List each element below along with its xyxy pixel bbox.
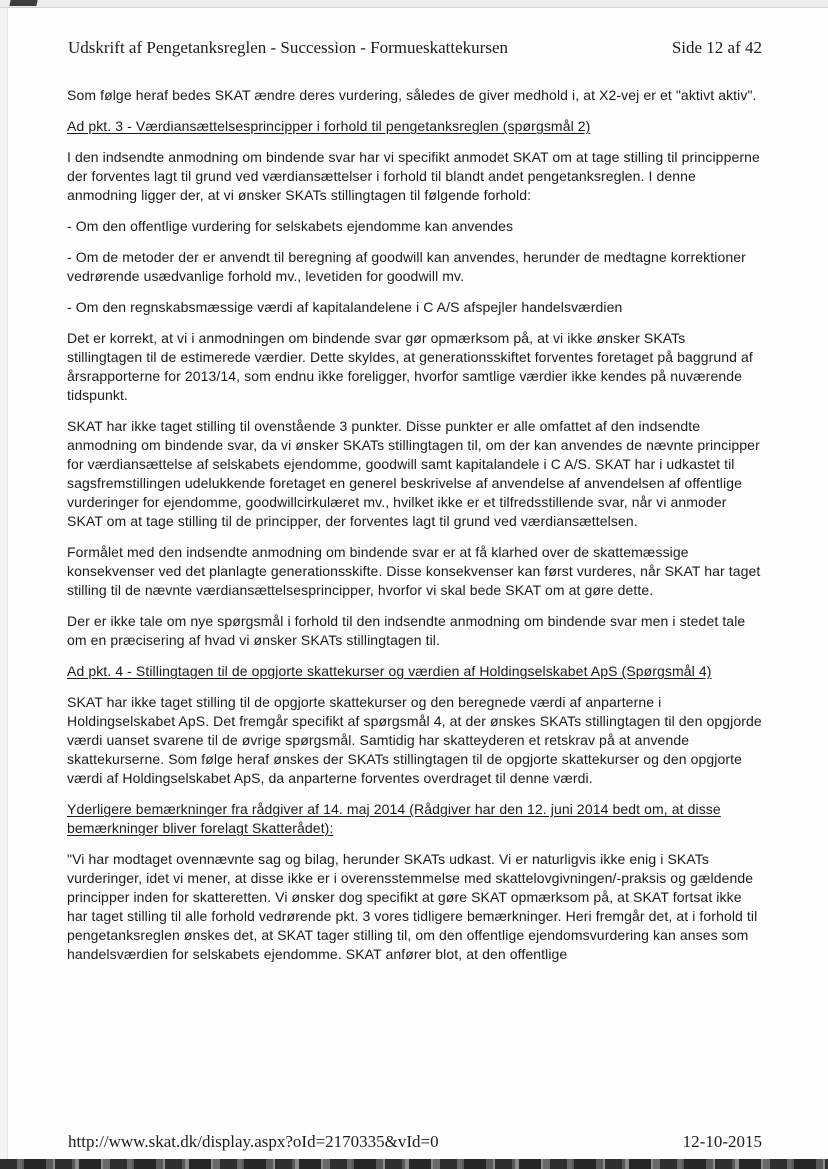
- scan-edge-left: [0, 8, 8, 1159]
- section-heading: Yderligere bemærkninger fra rådgiver af 14. maj 2014 (Rådgiver har den 12. juni 2014 bedt om, at disse bemærkninger bliver forelagt Skatterådet):: [67, 801, 721, 836]
- document-title: Udskrift af Pengetanksreglen - Succession - Formueskattekursen: [68, 38, 508, 57]
- paragraph: SKAT har ikke taget stilling til de opgjorte skattekurser og den beregnede værdi af anparterne i Holdingselskabet ApS. Det fremgår specifikt af spørgsmål 4, at der ønskes SKATs stillingtagen til den opgjorde værdi uanset svarene til de øvrige spørgsmål. Samtidig har skatteyderen et retskrav på at anvende skattekurserne. Som følge heraf ønskes der SKATs stillingtagen til de opgjorte skattekurser og den opgjorte værdi af Holdingselskabet ApS, da anparterne forventes overdraget til denne værdi.: [67, 694, 762, 786]
- page-header: [68, 38, 762, 58]
- paragraph: Som følge heraf bedes SKAT ændre deres vurdering, således de giver medhold i, at X2-vej er et "aktivt aktiv".: [67, 87, 757, 103]
- document-body: [67, 86, 764, 976]
- page-footer: [68, 1132, 762, 1152]
- print-date: 12-10-2015: [682, 1132, 762, 1151]
- paragraph: "Vi har modtaget ovennævnte sag og bilag, herunder SKATs udkast. Vi er naturligvis ikke enig i SKATs vurderinger, idet vi mener, at disse ikke er i overensstemmelse med skattelovgivningen/-praksis og gældende principper inden for skatteretten. Vi ønsker dog specifikt at gøre SKAT opmærksom på, at SKAT fortsat ikke har taget stilling til alle forhold vedrørende pkt. 3 vores tidligere bemærkninger. Heri fremgår det, at i forhold til pengetanksreglen ønskes det, at SKAT tager stilling til, om den offentlige ejendomsvurdering kan anses som handelsværdien for selskabets ejendomme. SKAT anfører blot, at den offentlige: [67, 851, 758, 962]
- scan-edge-top: [0, 0, 828, 8]
- paragraph: - Om den regnskabsmæssige værdi af kapitalandelene i C A/S afspejler handelsværdien: [67, 299, 623, 315]
- scan-corner-mark: [9, 0, 37, 6]
- page-number-label: Side 12 af 42: [671, 38, 762, 57]
- section-heading: Ad pkt. 3 - Værdiansættelsesprincipper i forhold til pengetanksreglen (spørgsmål 2): [67, 118, 591, 134]
- section-heading: Ad pkt. 4 - Stillingtagen til de opgjorte skattekurser og værdien af Holdingselskabet ApS (Spørgsmål 4): [67, 663, 712, 679]
- paragraph: I den indsendte anmodning om bindende svar har vi specifikt anmodet SKAT om at tage stilling til principperne der forventes lagt til grund ved værdiansættelser i forhold til blandt andet pengetanksreglen. I denne anmodning ligger der, at vi ønsker SKATs stillingtagen til følgende forhold:: [67, 149, 760, 203]
- paragraph: - Om de metoder der er anvendt til beregning af goodwill kan anvendes, herunder de medtagne korrektioner vedrørende usædvanlige forhold mv., levetiden for goodwill mv.: [67, 249, 746, 284]
- paragraph: SKAT har ikke taget stilling til ovenstående 3 punkter. Disse punkter er alle omfattet af den indsendte anmodning om bindende svar, da vi ønsker SKATs stillingtagen til, om der kan anvendes de nævnte principper for værdiansættelse af selskabets ejendomme, goodwill samt kapitalandele i C A/S. SKAT har i udkastet til sagsfremstillingen udelukkende foretaget en generel beskrivelse af anvendelse af anvendelsen af offentlige vurderinger for ejendomme, goodwillcirkulæret mv., hvilket ikke er et tilfredsstillende svar, når vi anmoder SKAT om at tage stilling til de principper, der forventes lagt til grund ved værdiansættelsen.: [67, 418, 760, 529]
- paragraph: Der er ikke tale om nye spørgsmål i forhold til den indsendte anmodning om bindende svar men i stedet tale om en præcisering af hvad vi ønsker SKATs stillingtagen til.: [67, 613, 746, 648]
- paragraph: Det er korrekt, at vi i anmodningen om bindende svar gør opmærksom på, at vi ikke ønsker SKATs stillingtagen til de estimerede værdier. Dette skyldes, at generationsskiftet forventes foretaget på baggrund af årsrapporterne for 2013/14, som endnu ikke foreligger, hvorfor samtlige værdier ikke kendes på nuværende tidspunkt.: [67, 330, 753, 403]
- scan-band-bottom: [0, 1159, 828, 1169]
- paragraph: - Om den offentlige vurdering for selskabets ejendomme kan anvendes: [67, 218, 514, 234]
- source-url: http://www.skat.dk/display.aspx?oId=2170335&vId=0: [68, 1132, 439, 1151]
- paragraph: Formålet med den indsendte anmodning om bindende svar er at få klarhed over de skattemæssige konsekvenser ved det planlagte generationsskifte. Disse konsekvenser kan først vurderes, når SKAT har taget stilling til de nævnte værdiansættelsesprincipper, hvorfor vi skal bede SKAT om at gøre dette.: [67, 544, 761, 598]
